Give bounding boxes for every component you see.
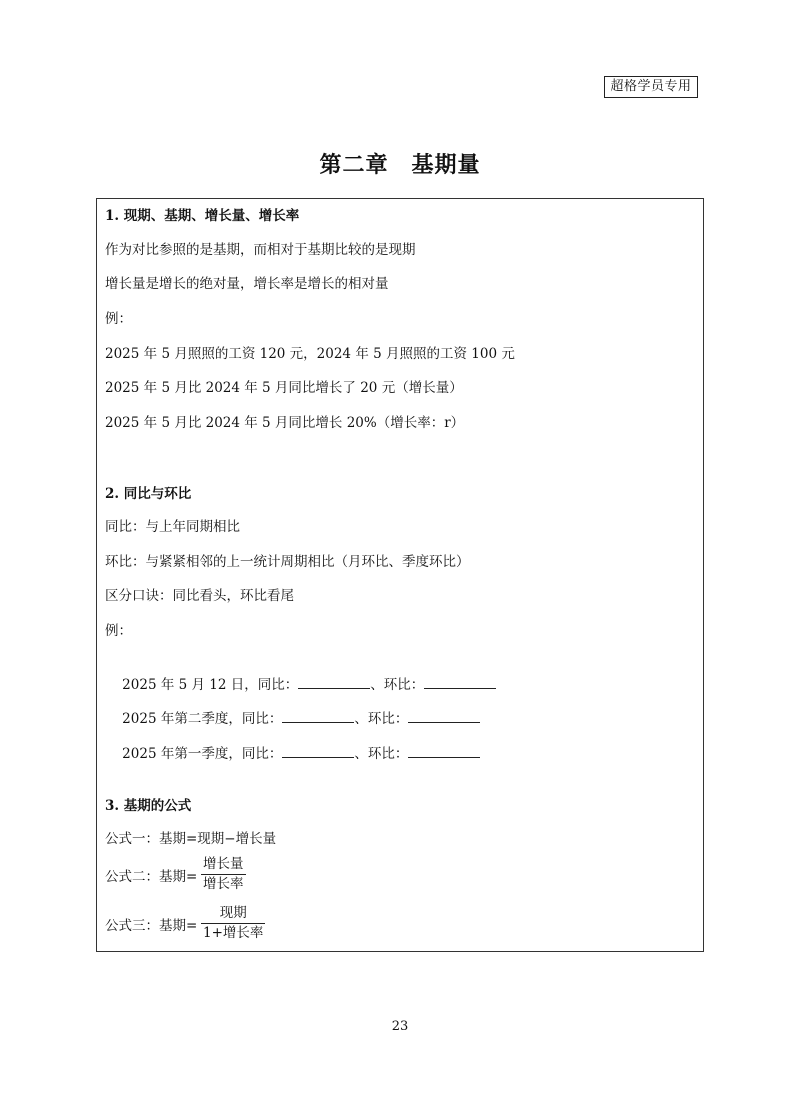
page-number: 23 [391,1019,409,1034]
exercise-separator: 、环比： [354,746,409,762]
answer-blank-yoy[interactable] [282,744,354,758]
exercise-separator: 、环比： [370,677,425,693]
exercise-prefix: 2025 年 5 月 12 日，同比： [122,677,299,693]
student-only-badge: 超格学员专用 [604,76,698,98]
formula-two-label: 公式二：基期= [105,869,198,885]
answer-blank-mom[interactable] [424,675,496,689]
answer-blank-yoy[interactable] [282,709,354,723]
section2-line: 同比：与上年同期相比 [105,519,240,535]
section2-heading: 2. 同比与环比 [105,486,192,502]
formula-one: 公式一：基期=现期−增长量 [105,831,277,847]
answer-blank-mom[interactable] [408,744,480,758]
exercise-prefix: 2025 年第一季度，同比： [122,746,283,762]
section1-line: 2025 年 5 月比 2024 年 5 月同比增长了 20 元（增长量） [105,380,463,396]
section2-line: 环比：与紧紧相邻的上一统计周期相比（月环比、季度环比） [105,554,470,570]
answer-blank-mom[interactable] [408,709,480,723]
section1-line: 作为对比参照的是基期，而相对于基期比较的是现期 [105,242,416,258]
section1-heading: 1. 现期、基期、增长量、增长率 [105,208,300,224]
section1-line: 2025 年 5 月比 2024 年 5 月同比增长 20%（增长率：r） [105,415,465,431]
section3-heading: 3. 基期的公式 [105,798,192,814]
section1-line: 2025 年 5 月照照的工资 120 元，2024 年 5 月照照的工资 100 元 [105,346,515,362]
formula-three-label: 公式三：基期= [105,918,198,934]
fraction-numerator: 增长量 [201,856,246,875]
content-box [96,198,704,952]
section2-line: 区分口诀：同比看头，环比看尾 [105,588,294,604]
fraction-denominator: 1+增长率 [203,925,264,941]
formula-three-fraction [201,905,265,942]
fraction-numerator: 现期 [201,905,265,924]
exercise-prefix: 2025 年第二季度，同比： [122,711,283,727]
answer-blank-yoy[interactable] [298,675,370,689]
chapter-title: 第二章 基期量 [319,152,481,178]
exercise-row [105,726,480,781]
section1-line: 增长量是增长的绝对量，增长率是增长的相对量 [105,276,389,292]
formula-two-fraction [201,856,246,893]
fraction-denominator: 增长率 [203,876,244,892]
section2-example-label: 例： [105,623,132,639]
exercise-separator: 、环比： [354,711,409,727]
section1-example-label: 例： [105,311,132,327]
